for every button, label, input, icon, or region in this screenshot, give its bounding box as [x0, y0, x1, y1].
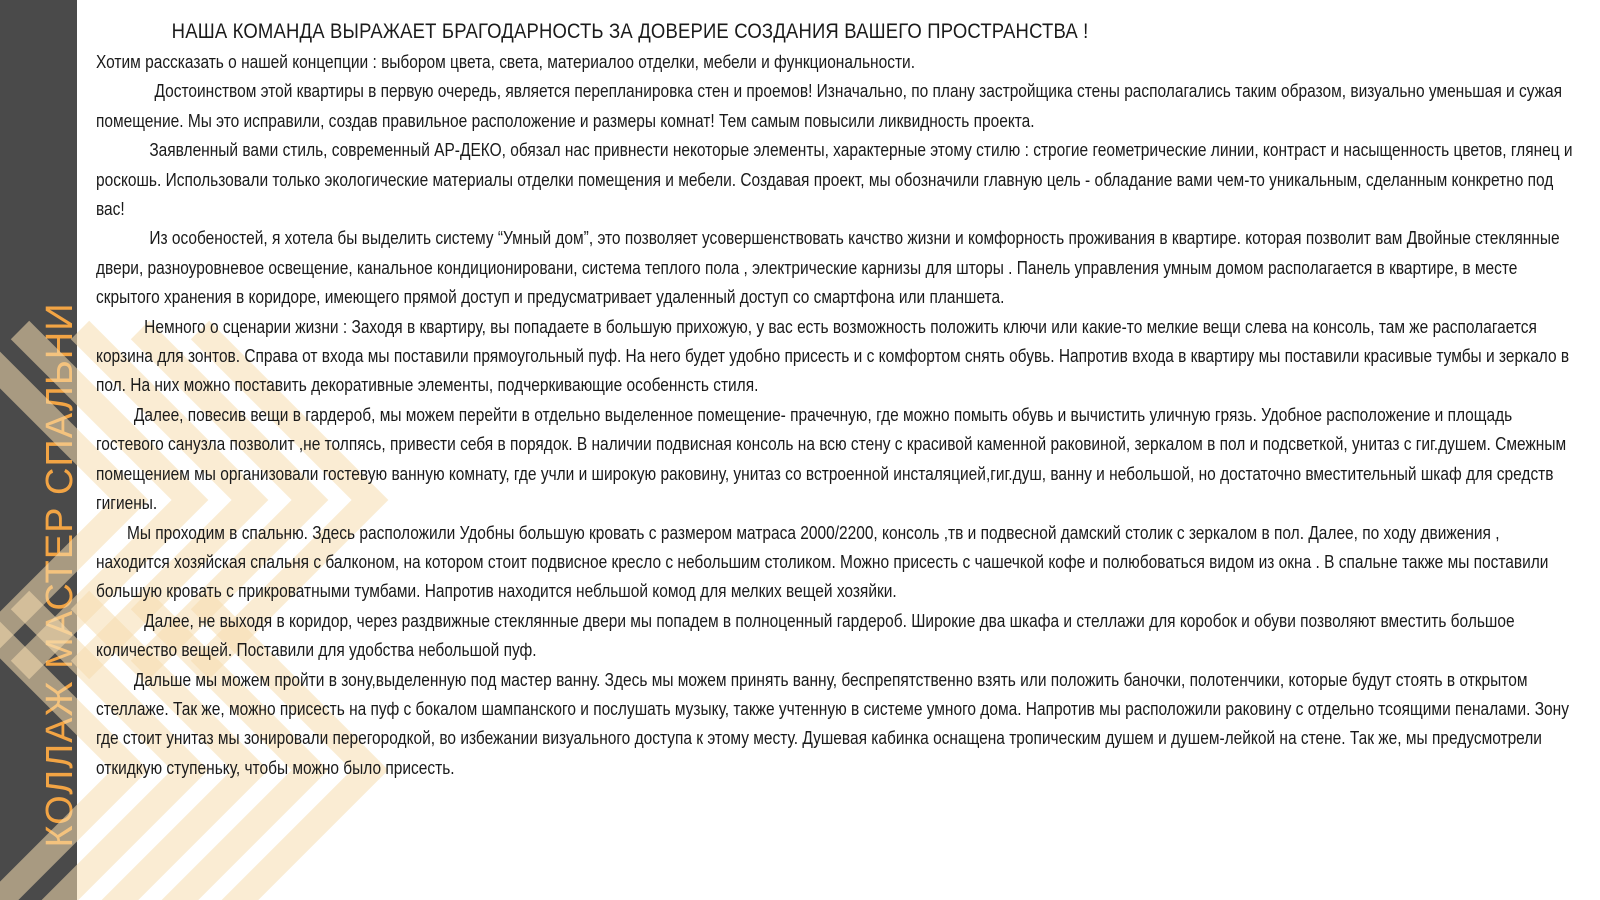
paragraph-entrance: Немного о сценарии жизни : Заходя в квартиру, вы попадаете в большую прихожую, у вас есть возможность положить ключи или какие-то мелкие вещи слева на консоль, там же располагается корзина для зонтов. Справа от входа мы поставили прямоугольный пуф. На него будет удобно присесть и с комфортом снять обувь. Напротив входа в квартиру мы поставили красивые тумбы и зеркало в пол. На них можно поставить декоративные элементы, подчеркивающие особеннсть стиля. [96, 316, 1570, 396]
sidebar-panel [0, 0, 81, 900]
document-body [96, 14, 1575, 783]
paragraph-guest-bathroom: Далее, повесив вещи в гардероб, мы можем перейти в отдельно выделенное помещение- прачечную, где можно помыть обувь и вычистить уличную грязь. Удобное расположение и площадь гостевого санузла позволит ,не толпясь, привести себя в порядок. В наличии подвисная консоль на всю стену с красивой каменной раковиной, зеркалом в пол и подсветкой, унитаз с гиг.душем. Смежным помещением мы организовали гостевую ванную комнату, где учли и широкую раковину, унитаз со встроенной инсталяцией,гиг.душ, ванну и небольшой, но достаточно вместительный шкаф для средств гигиены. [96, 404, 1567, 514]
paragraph-bedroom: Мы проходим в спальню. Здесь расположили Удобны большую кровать с размером матраса 2000/2200, консоль ,тв и подвесной дамский столик с зеркалом в пол. Далее, по ходу движения , находится хозяйская спальня с балконом, на котором стоит подвисное кресло с небольшим столиком. Можно присесть с чашечкой кофе и полюбоваться видом из окна . В спальне также мы поставили большую кровать с прикроватными тумбами. Напротив находится небльшой комод для мелких вещей хозяйки. [96, 522, 1549, 602]
paragraph-style: Заявленный вами стиль, современный АР-ДЕКО, обязал нас привнести некоторые элементы, характерные этому стилю : строгие геометрические линии, контраст и насыщенность цветов, глянец и роскошь. Использовали только экологические материалы отделки помещения и мебели. Создавая проект, мы обозначили главную цель - обладание вами чем-то уникальным, сделанным конкретно под вас! [96, 140, 1573, 220]
paragraph-concept: Хотим рассказать о нашей концепции : выбором цвета, света, материалоо отделки, мебели и функциональности. [96, 52, 915, 72]
paragraph-wardrobe: Далее, не выходя в коридор, через раздвижные стеклянные двери мы попадем в полноценный гардероб. Широкие два шкафа и стеллажи для коробок и обуви позволяют вместить большое количество вещей. Поставили для удобства небольшой пуф. [96, 610, 1515, 661]
paragraph-smart-home: Из особеностей, я хотела бы выделить систему “Умный дом”, это позволяет усовершенствовать качство жизни и комфорность проживания в квартире. которая позволит вам Двойные стеклянные двери, разноуровневое освещение, канальное кондиционировани, система теплого пола , электрические карнизы для шторы . Панель управления умным домом располагается в квартире, в месте скрытого хранения в коридоре, имеющего прямой доступ и предусматривает удаленный доступ со смартфона или планшета. [96, 228, 1560, 308]
page-heading: НАША КОМАНДА ВЫРАЖАЕТ БРАГОДАРНОСТЬ ЗА ДОВЕРИЕ СОЗДАНИЯ ВАШЕГО ПРОСТРАНСТВА ! [171, 19, 1089, 43]
sidebar-title: КОЛЛАЖ МАСТЕР СПАЛЬНИ [38, 302, 81, 848]
paragraph-replanning: Достоинством этой квартиры в первую очередь, является перепланировка стен и проемов! Изначально, по плану застройщика стены располагались таким образом, визуально уменьшая и сужая помещение. Мы это исправили, создав правильное расположение и размеры комнат! Тем самым повысили ликвидность проекта. [96, 81, 1562, 131]
paragraph-master-bathroom: Дальше мы можем пройти в зону,выделенную под мастер ванну. Здесь мы можем принять ванну, беспрепятственно взять или положить баночки, полотенчики, которые будут стоять в открытом стеллаже. Так же, можно присесть на пуф с бокалом шампанского и послушать музыку, также учтенную в системе умного дома. Напротив мы расположили раковину с отдельно тсоящими пеналами. Зону где стоит унитаз мы зонировали перегородкой, во избежании визуального доступа к этому месту. Душевая кабинка оснащена тропическим душем и душем-лейкой на стене. Так же, мы предусмотрели откидкую ступеньку, чтобы можно было присесть. [96, 669, 1569, 778]
